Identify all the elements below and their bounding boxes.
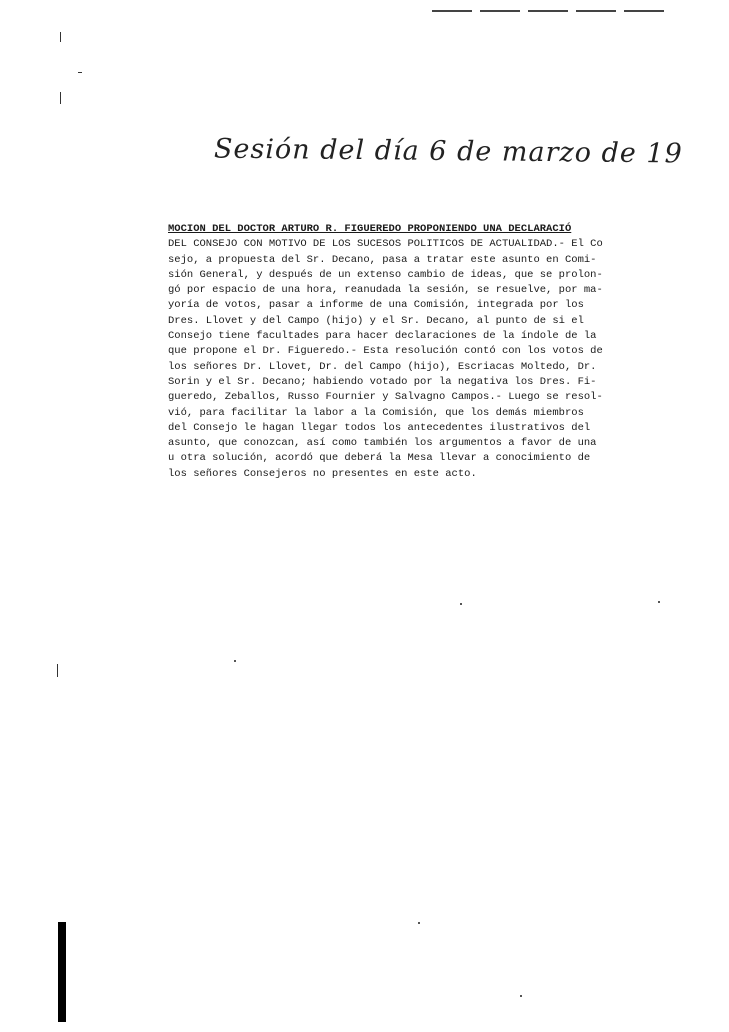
margin-mark [57,664,58,677]
text-line: Sorin y el Sr. Decano; habiendo votado por la negativa los Dres. Fi- [168,375,597,388]
speck [658,601,660,603]
minutes-body [168,222,668,482]
text-line: los señores Dr. Llovet, Dr. del Campo (hijo), Escriacas Moltedo, Dr. [168,360,597,373]
margin-mark [78,72,82,73]
speck [520,995,522,997]
text-line: Consejo tiene facultades para hacer declaraciones de la índole de la [168,330,597,343]
text-line: Dres. Llovet y del Campo (hijo) y el Sr. Decano, al punto de si el [168,314,584,327]
margin-mark [60,32,61,42]
text-line: yoría de votos, pasar a informe de una Comisión, integrada por los [168,299,584,312]
text-line: vió, para facilitar la labor a la Comisión, que los demás miembros [168,406,584,419]
text-line: gueredo, Zeballos, Russo Fournier y Salvagno Campos.- Luego se resol- [168,391,603,404]
text-line: los señores Consejeros no presentes en este acto. [168,467,477,480]
margin-mark [60,92,61,104]
session-title: Sesión del día 6 de marzo de 19 [213,133,683,170]
speck [460,603,462,605]
text-line: asunto, que conozcan, así como también los argumentos a favor de una [168,437,597,450]
text-line: sión General, y después de un extenso cambio de ideas, que se prolon- [168,268,603,281]
text-line: MOCION DEL DOCTOR ARTURO R. FIGUEREDO PROPONIENDO UNA DECLARACIÓ [168,223,572,235]
text-line: gó por espacio de una hora, reanudada la sesión, se resuelve, por ma- [168,284,603,297]
text-line: del Consejo le hagan llegar todos los antecedentes ilustrativos del [168,421,591,434]
speck [418,922,420,924]
text-line: sejo, a propuesta del Sr. Decano, pasa a tratar este asunto en Comi- [168,253,597,266]
text-line: que propone el Dr. Figueredo.- Esta resolución contó con los votos de [168,345,603,358]
scan-edge-bar [58,922,66,1022]
speck [234,660,236,662]
top-edge-marks [432,10,670,12]
text-line: DEL CONSEJO CON MOTIVO DE LOS SUCESOS POLITICOS DE ACTUALIDAD.- El Co [168,238,603,251]
text-line: u otra solución, acordó que deberá la Mesa llevar a conocimiento de [168,452,591,465]
